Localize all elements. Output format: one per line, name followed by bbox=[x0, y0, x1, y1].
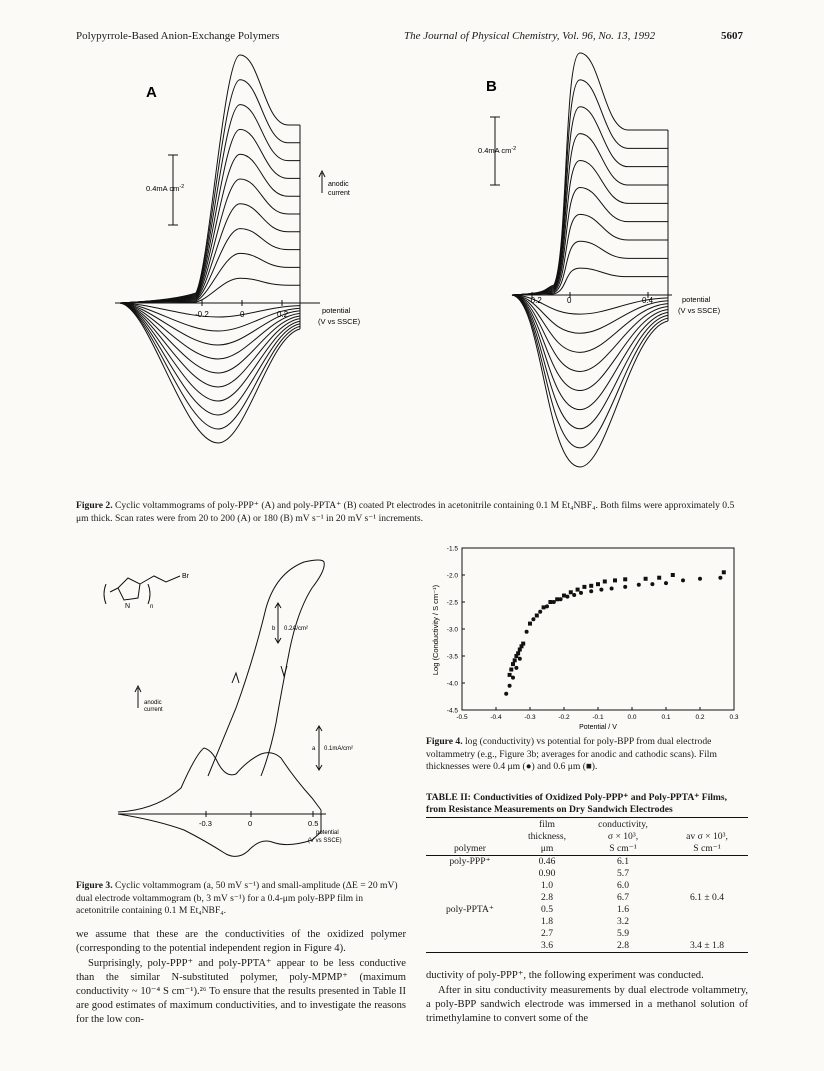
x-tick-label: 0.0 bbox=[627, 714, 637, 721]
data-point-square bbox=[589, 584, 593, 588]
fig3-tick-label: -0.3 bbox=[199, 819, 212, 828]
y-tick-label: -2.5 bbox=[446, 599, 458, 607]
data-point-circle bbox=[538, 610, 542, 614]
panel-b-label: B bbox=[486, 78, 497, 95]
paragraph: Surprisingly, poly-PPP⁺ and poly-PPTA⁺ appear to be less conductive than the similar N-substituted polymer, poly-MPMP⁺ (maximum conductivity ~ 10⁻⁴ S cm⁻¹).²⁶ To ensure that the results presented in Table II are good estimates of maximum conductivities, and to investigate the reasons for the low con- bbox=[76, 958, 406, 1025]
running-header-left: Polypyrrole-Based Anion-Exchange Polymers bbox=[76, 30, 280, 42]
data-point-square bbox=[623, 577, 627, 581]
structure-n-subscript: n bbox=[150, 604, 154, 610]
header-thickness: μm bbox=[540, 843, 554, 854]
data-point-circle bbox=[637, 583, 641, 587]
data-point-square bbox=[508, 673, 512, 677]
y-tick-label: -4.0 bbox=[446, 680, 458, 688]
paragraph: After in situ conductivity measurements by dual electrode voltammetry, a poly-BPP sandwich electrode was immersed in a methanol solution of trimethylamine to convert some of the bbox=[426, 985, 748, 1024]
figure-3-caption-label: Figure 3. bbox=[76, 880, 113, 891]
voltammogram-anodic-trace bbox=[120, 278, 300, 303]
panel-a-current-label: current bbox=[328, 190, 350, 197]
figure-2 bbox=[60, 45, 780, 495]
paragraph: ductivity of poly-PPP⁺, the following experiment was conducted. bbox=[426, 970, 704, 981]
figure-2-caption-label: Figure 2. bbox=[76, 500, 113, 511]
figure-2-caption bbox=[76, 500, 748, 525]
header-average: av σ × 10³, bbox=[686, 831, 728, 842]
fig3-scale-a: 0.1mA/cm² bbox=[324, 746, 354, 752]
fig3-label-a: a bbox=[312, 746, 316, 752]
x-tick-label: -0.3 bbox=[524, 714, 536, 721]
page-number: 5607 bbox=[721, 30, 743, 42]
table-row: poly-PPP⁺ 0.46 6.1 bbox=[449, 856, 629, 867]
x-tick-label: -0.2 bbox=[558, 714, 570, 721]
data-point-square bbox=[644, 577, 648, 581]
table-row: 2.7 5.9 bbox=[541, 928, 629, 939]
data-point-circle bbox=[599, 588, 603, 592]
voltammogram-anodic-trace bbox=[512, 134, 668, 295]
panel-b-tick-label: 0 bbox=[567, 296, 572, 305]
data-point-square bbox=[582, 585, 586, 589]
data-point-circle bbox=[623, 585, 627, 589]
fig3-xlabel: potential bbox=[316, 830, 339, 836]
fig3-xlabel: (V vs SSCE) bbox=[308, 838, 342, 844]
y-tick-label: -2.0 bbox=[446, 572, 458, 580]
figure-2-caption-text: Cyclic voltammograms of poly-PPP⁺ (A) and poly-PPTA⁺ (B) coated Pt electrodes in acetonitrile containing 0.1 M Et₄NBF₄. Both films were approximately 0.5 μm thick. Scan rates were from 20 to 200 (A) or 180 (B) mV s⁻¹ in 20 mV s⁻¹ increments. bbox=[76, 500, 735, 524]
data-point-circle bbox=[681, 578, 685, 582]
header-thickness: film bbox=[539, 819, 555, 830]
data-point-square bbox=[548, 600, 552, 604]
fig3-scale-b: 0.2A/cm² bbox=[284, 626, 309, 632]
figure-4-caption bbox=[426, 736, 748, 774]
voltammogram-cathodic-trace bbox=[512, 295, 668, 410]
x-axis-label: Potential / V bbox=[579, 724, 617, 731]
panel-a-xlabel: (V vs SSCE) bbox=[318, 317, 361, 326]
figure-4-caption-text: log (conductivity) vs potential for poly-BPP from dual electrode voltammetry (e.g., Figure 3b; averages for anodic and cathodic scans). Film thicknesses were 0.4 μm (●) and 0.6 μm (■). bbox=[426, 736, 717, 772]
fig3-tick-label: 0 bbox=[248, 819, 253, 828]
panel-b-xlabel: potential bbox=[682, 295, 711, 304]
data-point-square bbox=[555, 597, 559, 601]
voltammogram-anodic-trace bbox=[512, 161, 668, 295]
header-conductivity: conductivity, bbox=[598, 819, 648, 830]
data-point-circle bbox=[508, 684, 512, 688]
table-2 bbox=[426, 819, 748, 953]
data-point-square bbox=[513, 658, 517, 662]
data-point-circle bbox=[664, 581, 668, 585]
fig3-current-label: current bbox=[144, 707, 163, 713]
structure-br-label: Br bbox=[182, 573, 189, 580]
y-tick-label: -4.5 bbox=[446, 707, 458, 715]
voltammogram-anodic-trace bbox=[512, 268, 668, 295]
data-point-square bbox=[562, 594, 566, 598]
data-point-circle bbox=[589, 589, 593, 593]
voltammogram-anodic-trace bbox=[512, 241, 668, 295]
data-point-square bbox=[509, 668, 513, 672]
panel-a-tick-label: 0 bbox=[240, 310, 245, 319]
data-point-square bbox=[596, 582, 600, 586]
data-point-square bbox=[542, 605, 546, 609]
data-point-square bbox=[535, 614, 539, 618]
x-tick-label: -0.5 bbox=[456, 714, 468, 721]
panel-a-tick-label: -0.2 bbox=[195, 310, 209, 319]
data-point-circle bbox=[511, 676, 515, 680]
figure-4-caption-label: Figure 4. bbox=[426, 736, 463, 747]
structure-n-label: N bbox=[125, 603, 131, 610]
data-point-square bbox=[528, 622, 532, 626]
data-point-square bbox=[657, 576, 661, 580]
plot-frame bbox=[462, 548, 734, 710]
data-point-circle bbox=[718, 576, 722, 580]
curve-a-cathodic bbox=[118, 810, 321, 856]
data-point-square bbox=[516, 651, 520, 655]
y-axis-label: Log (Conductivity / S cm⁻¹) bbox=[431, 584, 440, 676]
y-tick-label: -3.5 bbox=[446, 653, 458, 661]
panel-b-tick-label: -0.2 bbox=[528, 296, 542, 305]
panel-b-tick-label: 0.4 bbox=[642, 296, 654, 305]
fig3-label-b: b bbox=[272, 626, 276, 632]
header-average: S cm⁻¹ bbox=[693, 843, 721, 854]
x-tick-label: 0.3 bbox=[729, 714, 739, 721]
table-rule bbox=[426, 817, 748, 818]
header-conductivity: S cm⁻¹ bbox=[609, 843, 637, 854]
data-point-circle bbox=[650, 582, 654, 586]
data-point-circle bbox=[531, 617, 535, 621]
data-point-square bbox=[671, 573, 675, 577]
panel-a-label: A bbox=[146, 84, 157, 101]
panel-b-scale-label: 0.4mA $cm^{-2}$ bbox=[478, 146, 517, 155]
y-tick-label: -1.5 bbox=[446, 545, 458, 553]
table-row: 2.8 6.7 6.1 ± 0.4 bbox=[541, 892, 725, 903]
voltammogram-anodic-trace bbox=[512, 214, 668, 295]
data-point-square bbox=[603, 579, 607, 583]
table-2-title: TABLE II: Conductivities of Oxidized Poly-PPP⁺ and Poly-PPTA⁺ Films, from Resistance Measurements on Dry Sandwich Electrodes bbox=[426, 792, 728, 815]
figure-4-chart bbox=[418, 540, 748, 732]
y-tick-label: -3.0 bbox=[446, 626, 458, 634]
header-thickness: thickness, bbox=[527, 831, 567, 842]
pyrrole-structure bbox=[104, 576, 180, 604]
voltammogram-anodic-trace bbox=[120, 229, 300, 303]
table-row: 1.0 6.0 bbox=[541, 880, 629, 891]
data-point-circle bbox=[514, 666, 518, 670]
figure-3 bbox=[76, 548, 406, 878]
body-text-left bbox=[76, 928, 406, 1028]
table-header-row bbox=[426, 819, 748, 831]
data-point-circle bbox=[525, 630, 529, 634]
data-point-square bbox=[722, 570, 726, 574]
table-row: 3.6 2.8 3.4 ± 1.8 bbox=[426, 940, 748, 953]
x-tick-label: 0.1 bbox=[661, 714, 671, 721]
header-polymer: polymer bbox=[454, 843, 486, 854]
curve-b bbox=[208, 560, 324, 776]
panel-a-scale-label: 0.4mA $cm^{-2}$ bbox=[146, 184, 185, 193]
fig3-tick-label: 0.5 bbox=[308, 819, 319, 828]
voltammogram-anodic-trace bbox=[512, 107, 668, 295]
voltammogram-cathodic-trace bbox=[512, 295, 668, 371]
data-point-circle bbox=[698, 577, 702, 581]
panel-b-xlabel: (V vs SSCE) bbox=[678, 306, 721, 315]
paragraph: we assume that these are the conductivities of the oxidized polymer (corresponding to the potential independent region in Figure 4). bbox=[76, 929, 406, 954]
data-point-square bbox=[511, 662, 515, 666]
table-row: poly-PPTA⁺ 0.5 1.6 bbox=[445, 904, 629, 915]
body-text-right bbox=[426, 969, 748, 1027]
x-tick-label: -0.4 bbox=[490, 714, 502, 721]
table-row: 1.8 3.2 bbox=[541, 916, 629, 927]
figure-3-caption-text: Cyclic voltammogram (a, 50 mV s⁻¹) and small-amplitude (ΔE = 20 mV) dual electrode voltammogram (b, 3 mV s⁻¹) for a 0.4-μm poly-BPP film in acetonitrile containing 0.1 M Et₄NBF₄. bbox=[76, 880, 398, 916]
table-row: 0.90 5.7 bbox=[538, 868, 629, 879]
panel-a-current-label: anodic bbox=[328, 181, 349, 188]
journal-citation: The Journal of Physical Chemistry, Vol. 96, No. 13, 1992 bbox=[404, 30, 656, 42]
header-conductivity: σ × 10³, bbox=[607, 831, 639, 842]
data-point-circle bbox=[504, 692, 508, 696]
panel-a-tick-label: 0.2 bbox=[277, 310, 289, 319]
panel-a-xlabel: potential bbox=[322, 306, 351, 315]
data-point-square bbox=[576, 588, 580, 592]
data-point-square bbox=[613, 578, 617, 582]
fig3-current-label: anodic bbox=[144, 700, 162, 706]
voltammogram-anodic-trace bbox=[120, 105, 300, 303]
x-tick-label: 0.2 bbox=[695, 714, 705, 721]
data-point-square bbox=[569, 590, 573, 594]
data-point-square bbox=[521, 642, 525, 646]
data-point-circle bbox=[610, 587, 614, 591]
figure-3-caption bbox=[76, 880, 406, 918]
x-tick-label: -0.1 bbox=[592, 714, 604, 721]
curve-a-anodic bbox=[118, 748, 321, 812]
